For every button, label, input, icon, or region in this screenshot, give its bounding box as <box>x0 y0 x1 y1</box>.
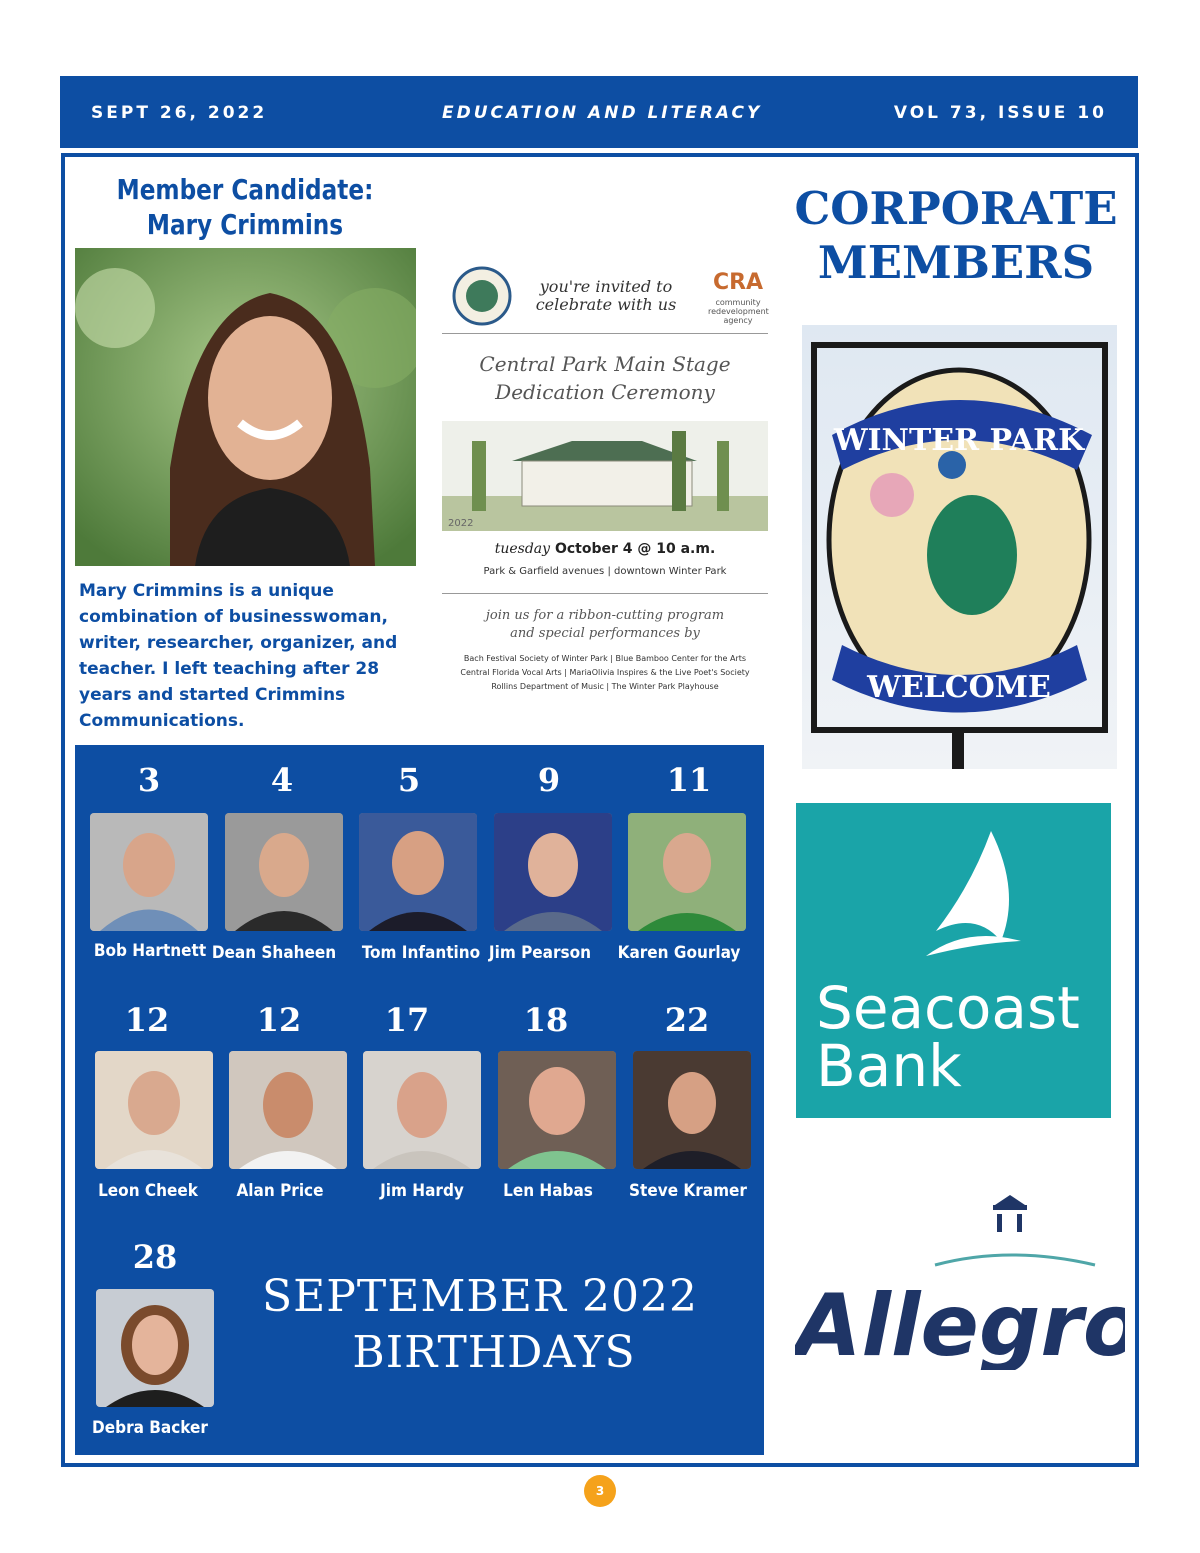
section-title: EDUCATION AND LITERACY <box>442 103 763 123</box>
flyer-title1: Central Park Main Stage <box>479 352 731 376</box>
stage-illustration <box>442 421 768 531</box>
flyer-day: tuesday <box>494 541 551 557</box>
sign-bottom-text: WELCOME <box>867 670 1051 705</box>
member-name: Jim Pearson <box>488 943 592 963</box>
candidate-photo <box>75 248 416 566</box>
issue-date: SEPT 26, 2022 <box>91 103 268 123</box>
flyer-divider-2 <box>442 593 768 594</box>
birthday-day: 4 <box>270 761 294 799</box>
member-photo <box>96 1289 214 1407</box>
flyer-performers1: Bach Festival Society of Winter Park | Blue Bamboo Center for the Arts <box>463 654 747 663</box>
birthdays-title-line1: SEPTEMBER 2022 <box>262 1271 698 1322</box>
candidate-title <box>88 172 403 242</box>
member-photo <box>225 813 343 931</box>
member-name: Alan Price <box>236 1181 324 1201</box>
birthday-day: 17 <box>384 1001 430 1039</box>
member-name: Jim Hardy <box>380 1181 464 1201</box>
winter-park-sign <box>802 325 1117 769</box>
cra-logo: CRA <box>712 270 764 295</box>
birthday-day: 12 <box>124 1001 170 1039</box>
candidate-portrait-image <box>75 248 416 566</box>
sign-top-text: WINTER PARK <box>833 423 1085 458</box>
flyer-year: 2022 <box>448 518 474 529</box>
birthdays-panel <box>75 745 764 1455</box>
flyer-date: October 4 @ 10 a.m. <box>554 541 716 557</box>
flyer-performers2: Central Florida Vocal Arts | MariaOlivia Inspires & the Live Poet's Society <box>460 668 750 677</box>
page-number: 3 <box>584 1475 616 1507</box>
member-photo <box>628 813 746 931</box>
birthday-day: 12 <box>256 1001 302 1039</box>
member-photo <box>90 813 208 931</box>
member-name: Steve Kramer <box>629 1181 747 1201</box>
volume-issue: VOL 73, ISSUE 10 <box>893 103 1107 123</box>
member-photo <box>95 1051 213 1169</box>
member-name: Dean Shaheen <box>211 943 337 963</box>
allegro-building-icon <box>795 1190 1125 1370</box>
corporate-title-line2: MEMBERS <box>817 236 1095 289</box>
flyer-join2: and special performances by <box>510 626 700 641</box>
member-photo <box>359 813 477 931</box>
member-photo <box>633 1051 751 1169</box>
corporate-members-title <box>786 182 1126 290</box>
cra-subtitle: community redevelopment agency <box>708 298 769 325</box>
winter-park-sign-image <box>802 325 1117 769</box>
birthday-day: 9 <box>537 761 561 799</box>
dedication-flyer <box>438 256 772 706</box>
candidate-title-line1: Member Candidate: <box>116 173 374 206</box>
birthday-day: 5 <box>397 761 421 799</box>
flyer-divider <box>442 333 768 334</box>
member-name: Len Habas <box>503 1181 593 1201</box>
candidate-description: Mary Crimmins is a unique combination of businesswoman, writer, researcher, organizer, and teacher. I left teaching after 28 years and started Crimmins Communications. <box>79 581 398 731</box>
flyer-performers3: Rollins Department of Music | The Winter Park Playhouse <box>491 682 719 691</box>
member-name: Debra Backer <box>92 1418 208 1438</box>
birthdays-title-line2: BIRTHDAYS <box>352 1327 636 1378</box>
city-seal-icon <box>452 266 512 326</box>
member-photo <box>498 1051 616 1169</box>
seacoast-bank-logo <box>796 803 1111 1118</box>
seacoast-word: Seacoast <box>816 974 1080 1042</box>
member-name: Bob Hartnett <box>93 941 207 961</box>
allegro-word: Allegro <box>795 1276 1125 1370</box>
corporate-title-line1: CORPORATE <box>794 182 1118 235</box>
member-photo <box>363 1051 481 1169</box>
flyer-date-line <box>438 541 772 557</box>
flyer-location: Park & Garfield avenues | downtown Winter Park <box>483 566 727 577</box>
member-name: Leon Cheek <box>98 1181 198 1201</box>
member-photo <box>494 813 612 931</box>
birthday-day: 28 <box>132 1238 178 1276</box>
flyer-invite: you're invited to celebrate with us <box>535 277 677 314</box>
birthday-day: 3 <box>137 761 161 799</box>
birthday-day: 22 <box>664 1001 710 1039</box>
birthday-day: 11 <box>666 761 712 799</box>
member-name: Karen Gourlay <box>617 943 741 963</box>
bank-word: Bank <box>816 1032 962 1100</box>
birthday-day: 18 <box>523 1001 569 1039</box>
member-name: Tom Infantino <box>361 943 481 963</box>
allegro-logo <box>795 1190 1125 1370</box>
flyer-title2: Dedication Ceremony <box>495 380 715 404</box>
newsletter-header <box>60 76 1138 148</box>
sail-icon <box>916 831 1026 961</box>
flyer-join1: join us for a ribbon-cutting program <box>485 608 725 623</box>
member-photo <box>229 1051 347 1169</box>
candidate-title-line2: Mary Crimmins <box>146 208 344 241</box>
